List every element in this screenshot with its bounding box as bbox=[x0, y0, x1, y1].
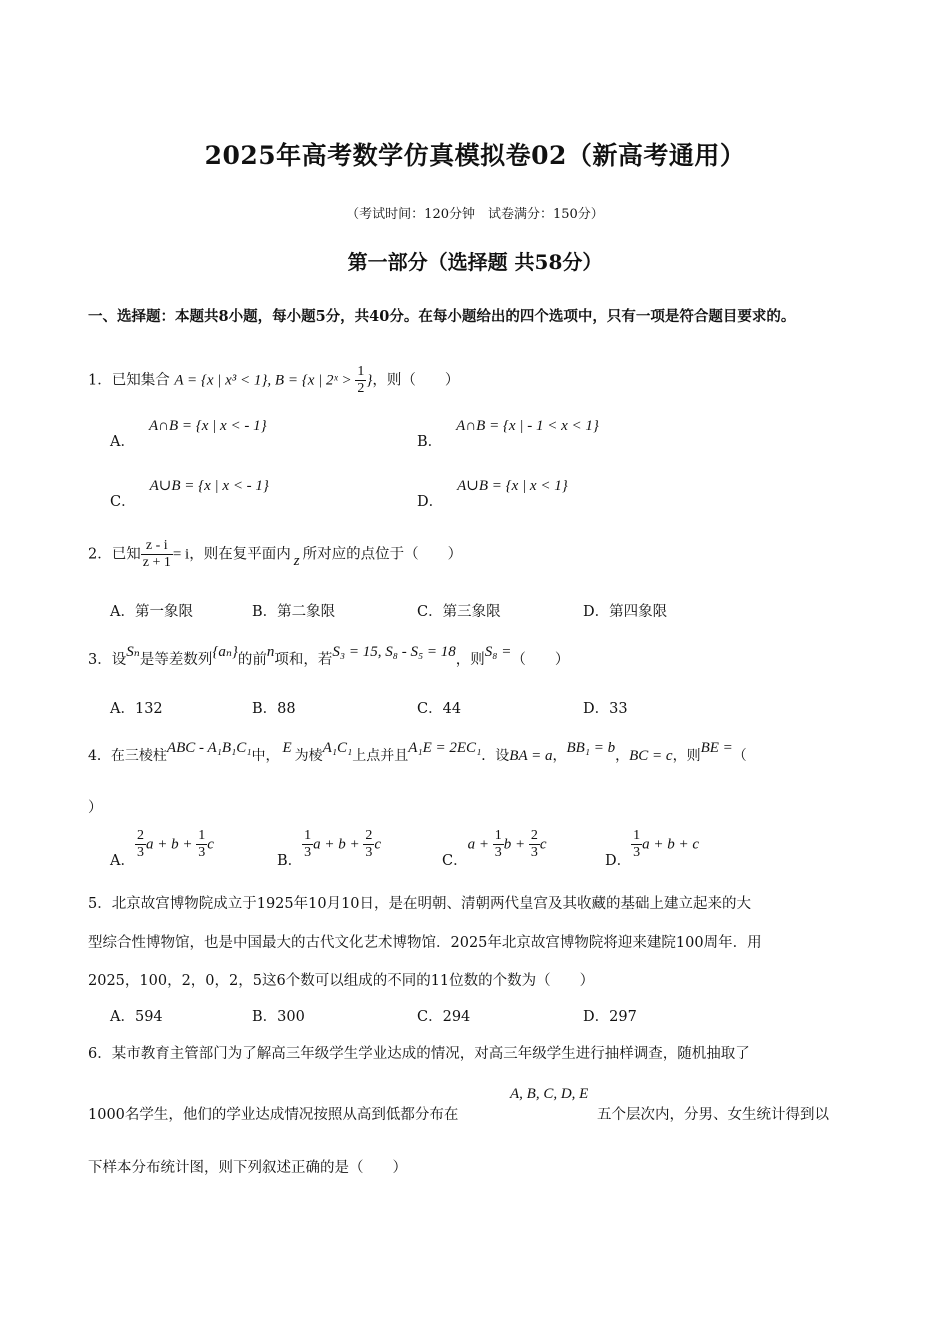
question-1: 1．已知集合 A = {x | x³ < 1}, B = {x | 2ˣ > $\frac{1}{2}$ }，则（ ） bbox=[88, 364, 460, 396]
fraction: $\frac{1}{2}$ bbox=[357, 364, 365, 396]
fraction: $\frac{2}{3}$ bbox=[365, 828, 373, 860]
fraction: $\frac{1}{3}$ bbox=[304, 828, 312, 860]
option-5c: C．294 bbox=[417, 1009, 471, 1025]
option-4b: B． $\frac{1}{3}$ a + b + $\frac{2}{3}$ c bbox=[277, 828, 382, 869]
option-2b: B．第二象限 bbox=[252, 604, 336, 620]
question-6-line-2b: 五个层次内，分男、女生统计得到以 bbox=[597, 1107, 829, 1123]
question-6-line-3: 下样本分布统计图，则下列叙述正确的是（ ） bbox=[88, 1160, 407, 1176]
option-4a: A． $\frac{2}{3}$ a + b + $\frac{1}{3}$ c bbox=[110, 828, 214, 869]
option-1a: A．A∩B = {x | x < - 1} bbox=[110, 418, 267, 450]
question-6-levels: A, B, C, D, E bbox=[510, 1086, 589, 1102]
question-4: 4．在三棱柱ABC - A₁B₁C₁中， E 为棱A₁C₁上点并且A₁E = 2EC₁．设BA = a，BB₁ = b，BC = c，则BE =（ bbox=[88, 740, 747, 764]
option-3d: D．33 bbox=[583, 701, 628, 717]
part-heading: 第一部分（选择题 共58分） bbox=[347, 250, 603, 274]
option-4d: D． $\frac{1}{3}$ a + b + c bbox=[605, 828, 700, 869]
question-6-line-1: 6．某市教育主管部门为了解高三年级学生学业达成的情况，对高三年级学生进行抽样调查，随机抽取了 bbox=[88, 1046, 750, 1062]
option-1b: B．A∩B = {x | - 1 < x < 1} bbox=[417, 418, 599, 450]
exam-info: （考试时间：120分钟 试卷满分：150分） bbox=[346, 207, 604, 222]
option-5a: A．594 bbox=[110, 1009, 163, 1025]
question-3: 3．设Sₙ是等差数列{aₙ}的前n项和，若S₃ = 15, S₈ - S₅ = 18，则S₈ =（ ） bbox=[88, 644, 570, 668]
fraction: $\frac{1}{3}$ bbox=[494, 828, 502, 860]
option-3b: B．88 bbox=[252, 701, 296, 717]
fraction: $\frac{1}{3}$ bbox=[198, 828, 206, 860]
question-2: 2．已知 $\frac{z - i}{z + 1}$ = i，则在复平面内 z 所对应的点位于（ ） bbox=[88, 538, 463, 570]
question-1-number: 1．已知集合 bbox=[88, 372, 170, 389]
question-5-line-3: 2025，100，2，0，2，5这6个数可以组成的不同的11位数的个数为（ ） bbox=[88, 973, 595, 989]
fraction: $\frac{1}{3}$ bbox=[633, 828, 641, 860]
option-2d: D．第四象限 bbox=[583, 604, 668, 620]
fraction: $\frac{2}{3}$ bbox=[530, 828, 538, 860]
fraction: $\frac{2}{3}$ bbox=[136, 828, 144, 860]
question-6-line-2a: 1000名学生，他们的学业达成情况按照从高到低都分布在 bbox=[88, 1107, 459, 1123]
option-2c: C．第三象限 bbox=[417, 604, 501, 620]
option-1c: C．A∪B = {x | x < - 1} bbox=[110, 478, 269, 510]
option-3a: A．132 bbox=[110, 701, 163, 717]
option-5b: B．300 bbox=[252, 1009, 305, 1025]
option-4c: C．a + $\frac{1}{3}$ b + $\frac{2}{3}$ c bbox=[442, 828, 547, 869]
question-4-continuation: ） bbox=[88, 800, 103, 816]
question-1-math: A = {x | x³ < 1}, B = {x | 2ˣ > bbox=[174, 372, 356, 389]
question-5-line-2: 型综合性博物馆，也是中国最大的古代文化艺术博物馆．2025年北京故宫博物院将迎来建院100周年．用 bbox=[88, 935, 762, 951]
question-5-line-1: 5．北京故宫博物院成立于1925年10月10日，是在明朝、清朝两代皇宫及其收藏的基础上建立起来的大 bbox=[88, 896, 752, 912]
page-title: 2025年高考数学仿真模拟卷02（新高考通用） bbox=[204, 141, 746, 170]
fraction: $\frac{z - i}{z + 1}$ bbox=[142, 538, 171, 570]
option-5d: D．297 bbox=[583, 1009, 637, 1025]
section-heading: 一、选择题：本题共8小题，每小题5分，共40分。在每小题给出的四个选项中，只有一项是符合题目要求的。 bbox=[88, 308, 796, 325]
option-3c: C．44 bbox=[417, 701, 462, 717]
option-1d: D．A∪B = {x | x < 1} bbox=[417, 478, 568, 510]
option-2a: A．第一象限 bbox=[110, 604, 193, 620]
